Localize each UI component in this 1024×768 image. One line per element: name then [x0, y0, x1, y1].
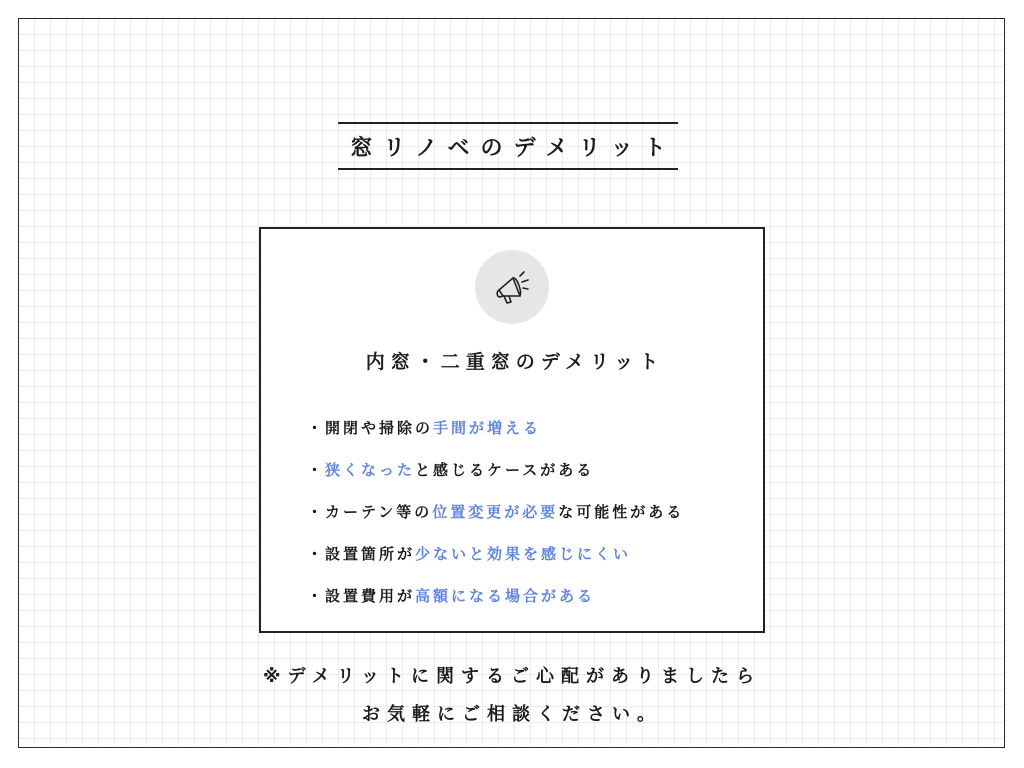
footer-line-2: お気軽にご相談ください。: [362, 704, 662, 725]
item-text: ・設置費用が: [307, 587, 416, 605]
item-text: ・カーテン等の: [307, 503, 433, 521]
list-item: [307, 497, 684, 539]
list-item: [307, 581, 684, 623]
demerit-list: [307, 413, 684, 623]
list-item: [307, 413, 684, 455]
item-accent-text: 少ないと効果を感じにくい: [415, 545, 632, 563]
list-item: [307, 539, 684, 581]
item-accent-text: 位置変更が必要: [432, 503, 559, 521]
item-text: な可能性がある: [558, 503, 685, 521]
card-title: 内窓・二重窓のデメリット: [365, 351, 665, 373]
footer-line-1: ※デメリットに関するご心配がありましたら: [262, 666, 762, 687]
item-text: ・: [307, 461, 326, 479]
item-text: と感じるケースがある: [415, 461, 595, 479]
demerit-card: [259, 227, 765, 633]
page-title: 窓リノベのデメリット: [338, 122, 678, 170]
megaphone-icon: [491, 266, 533, 308]
icon-circle: [475, 250, 549, 324]
footer-note: [0, 658, 1024, 734]
item-text: ・開閉や掃除の: [307, 419, 434, 437]
item-accent-text: 手間が増える: [433, 419, 542, 437]
item-accent-text: 高額になる場合がある: [415, 587, 596, 605]
item-text: ・設置箇所が: [307, 545, 416, 563]
list-item: [307, 455, 684, 497]
item-accent-text: 狭くなった: [325, 461, 416, 479]
